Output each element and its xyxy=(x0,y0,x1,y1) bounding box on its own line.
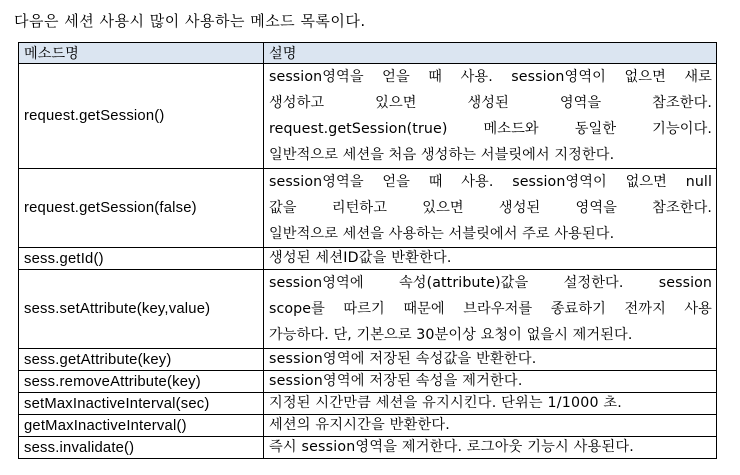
method-name: sess.getAttribute(key) xyxy=(19,349,264,371)
table-header-row xyxy=(19,43,717,64)
method-name: getMaxInactiveInterval() xyxy=(19,415,264,437)
table-body xyxy=(19,64,717,459)
header-method: 메소드명 xyxy=(19,43,264,64)
method-name: sess.invalidate() xyxy=(19,437,264,459)
description-line: session영역에 저장된 속성을 제거한다. xyxy=(269,373,523,389)
method-name: request.getSession() xyxy=(19,64,264,169)
description-line: 가능하다. 단, 기본으로 30분이상 요청이 없을시 제거된다. xyxy=(269,327,633,343)
method-description xyxy=(264,437,717,459)
method-description xyxy=(264,248,717,270)
method-description xyxy=(264,371,717,393)
table-row xyxy=(19,349,717,371)
table-row xyxy=(19,393,717,415)
description-line: scope를 따르기 때문에 브라우저를 종료하기 전까지 사용 xyxy=(269,301,712,317)
description-line: 세션의 유지시간을 반환한다. xyxy=(269,417,450,433)
description-line: 값을 리턴하고 있으면 생성된 영역을 참조한다. xyxy=(269,200,712,216)
table-row xyxy=(19,270,717,349)
method-name: request.getSession(false) xyxy=(19,169,264,248)
description-line: session영역을 얻을 때 사용. session영역이 없으면 null xyxy=(269,174,712,190)
method-name: sess.removeAttribute(key) xyxy=(19,371,264,393)
method-name: sess.getId() xyxy=(19,248,264,270)
table-row xyxy=(19,169,717,248)
method-description xyxy=(264,349,717,371)
description-line: request.getSession(true) 메소드와 동일한 기능이다. xyxy=(269,121,712,137)
description-line: session영역에 저장된 속성값을 반환한다. xyxy=(269,351,537,367)
table-row xyxy=(19,371,717,393)
table-row xyxy=(19,437,717,459)
description-line: 일반적으로 세션을 처음 생성하는 서블릿에서 지정한다. xyxy=(269,147,615,163)
description-line: 지정된 시간만큼 세션을 유지시킨다. 단위는 1/1000 초. xyxy=(269,395,622,411)
method-name: sess.setAttribute(key,value) xyxy=(19,270,264,349)
method-description xyxy=(264,64,717,169)
method-description xyxy=(264,169,717,248)
method-description xyxy=(264,393,717,415)
page-intro: 다음은 세션 사용시 많이 사용하는 메소드 목록이다. xyxy=(14,12,366,30)
description-line: 생성된 세션ID값을 반환한다. xyxy=(269,250,452,266)
description-line: session영역에 속성(attribute)값을 설정한다. session xyxy=(269,275,712,291)
table-row xyxy=(19,248,717,270)
method-description xyxy=(264,270,717,349)
description-line: session영역을 얻을 때 사용. session영역이 없으면 새로 xyxy=(269,69,712,85)
description-line: 즉시 session영역을 제거한다. 로그아웃 기능시 사용된다. xyxy=(269,439,634,455)
method-table xyxy=(18,42,717,459)
method-name: setMaxInactiveInterval(sec) xyxy=(19,393,264,415)
description-line: 생성하고 있으면 생성된 영역을 참조한다. xyxy=(269,95,712,111)
method-description xyxy=(264,415,717,437)
header-description: 설명 xyxy=(264,43,717,64)
table-row xyxy=(19,64,717,169)
table-row xyxy=(19,415,717,437)
description-line: 일반적으로 세션을 사용하는 서블릿에서 주로 사용된다. xyxy=(269,226,615,242)
